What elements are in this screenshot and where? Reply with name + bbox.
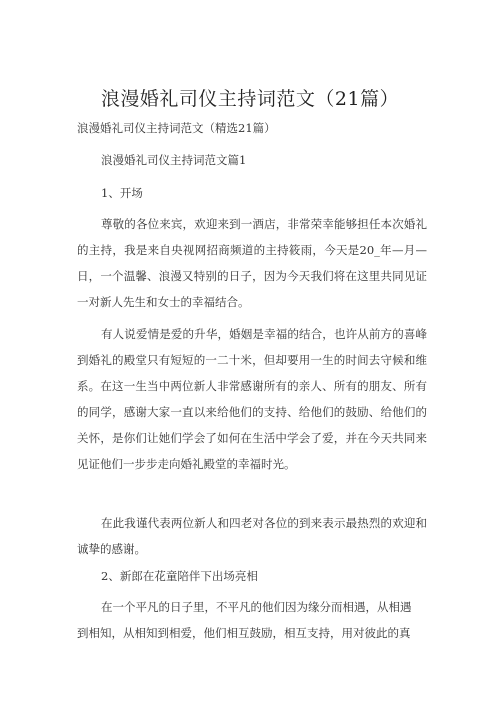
section-heading-opening: 1、开场 — [101, 186, 143, 200]
chapter-heading: 浪漫婚礼司仪主持词范文篇1 — [101, 153, 247, 167]
section-heading-groom-entrance: 2、新郎在花童陪伴下出场亮相 — [101, 569, 258, 583]
paragraph-thanks: 在此我谨代表两位新人和四老对各位的到来表示最热烈的欢迎和诚挚的感谢。 — [77, 516, 427, 556]
paragraph-love-marriage: 有人说爱情是爱的升华，婚姻是幸福的结合，也许从前方的喜峰到婚礼的殿堂只有短短的一二十米，但却要用一生的时间去守候和维系。在这一生当中两位新人非常感谢所有的亲人、所有的朋友、所有的同学，感谢大家一直以来给他们的支持、给他们的鼓励、给他们的关怀，是你们让她们学会了如何在生活中学会了爱，并在今天共同来见证他们一步步走向婚礼殿堂的幸福时光。 — [77, 327, 427, 471]
paragraph-story — [77, 594, 427, 646]
paragraph-story-line-2: 到相知，从相知到相爱，他们相互鼓励，相互支持，用对彼此的真 — [77, 626, 411, 640]
paragraph-welcome: 尊敬的各位来宾，欢迎来到一酒店，非常荣幸能够担任本次婚礼的主持，我是来自央视网招商频道的主持筱雨，今天是20_年—月—日，一个温馨、浪漫又特别的日子，因为今天我们将在这里共同见证一对新人先生和女士的幸福结合。 — [77, 217, 427, 309]
paragraph-story-line-1: 在一个平凡的日子里，不平凡的他们因为缘分而相遇，从相遇 — [101, 600, 412, 614]
document-subtitle: 浪漫婚礼司仪主持词范文（精选21篇） — [77, 121, 276, 135]
document-title: 浪漫婚礼司仪主持词范文（21篇） — [100, 88, 400, 110]
